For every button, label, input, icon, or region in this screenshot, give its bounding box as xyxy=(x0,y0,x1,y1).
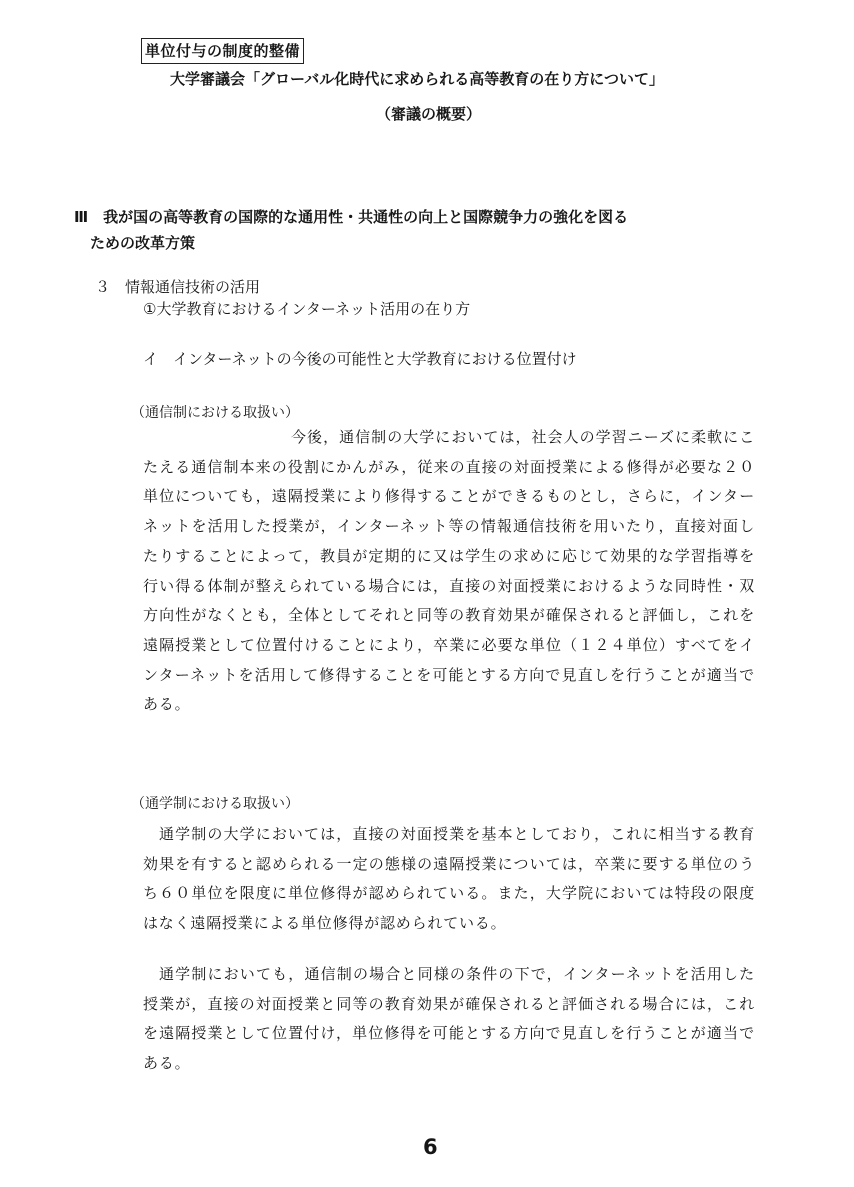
section-heading-line2: ための改革方策 xyxy=(90,234,196,252)
commuting-paragraph-1: 通学制の大学においては，直接の対面授業を基本としており，これに相当する教育効果を有すると認められる一定の態様の遠隔授業については，卒業に要する単位のうち６０単位を限度に単位修得が認められている。また，大学院においては特段の限度はなく遠隔授業による単位修得が認められている。 xyxy=(143,825,755,933)
document-title: 大学審議会「グローバル化時代に求められる高等教育の在り方について」 xyxy=(170,70,664,88)
subsection-number: ３ xyxy=(95,278,111,296)
commuting-heading: （通学制における取扱い） xyxy=(131,796,299,812)
page-number: 6 xyxy=(423,1135,438,1159)
subsection-title: 情報通信技術の活用 xyxy=(125,278,261,296)
correspondence-paragraph: 今後，通信制の大学においては，社会人の学習ニーズに柔軟にこたえる通信制本来の役割にかんがみ，従来の直接の対面授業による修得が必要な２０単位についても，遠隔授業により修得することができるものとし，さらに，インターネットを活用した授業が，インターネット等の情報通信技術を用いたり，直接対面したりすることによって，教員が定期的に又は学生の求めに応じて効果的な学習指導を行い得る体制が整えられている場合には，直接の対面授業におけるような同時性・双方向性がなくとも，全体としてそれと同等の教育効果が確保されると評価し，これを遠隔授業として位置付けることにより，卒業に必要な単位（１２４単位）すべてをインターネットを活用して修得することを可能とする方向で見直しを行うことが適当である。 xyxy=(143,428,755,714)
item-heading-i: イ インターネットの今後の可能性と大学教育における位置付け xyxy=(143,350,577,368)
item-heading-1: ①大学教育におけるインターネット活用の在り方 xyxy=(143,300,471,318)
section-heading-line1: Ⅲ 我が国の高等教育の国際的な通用性・共通性の向上と国際競争力の強化を図る xyxy=(74,208,629,226)
correspondence-heading: （通信制における取扱い） xyxy=(131,405,299,421)
commuting-paragraph-2: 通学制においても，通信制の場合と同様の条件の下で，インターネットを活用した授業が，直接の対面授業と同等の教育効果が確保されると評価される場合には，これを遠隔授業として位置付け，単位修得を可能とする方向で見直しを行うことが適当である。 xyxy=(143,965,755,1073)
document-subtitle: （審議の概要） xyxy=(376,105,482,123)
subsection-heading xyxy=(95,276,260,297)
boxed-topic-title: 単位付与の制度的整備 xyxy=(141,38,304,64)
